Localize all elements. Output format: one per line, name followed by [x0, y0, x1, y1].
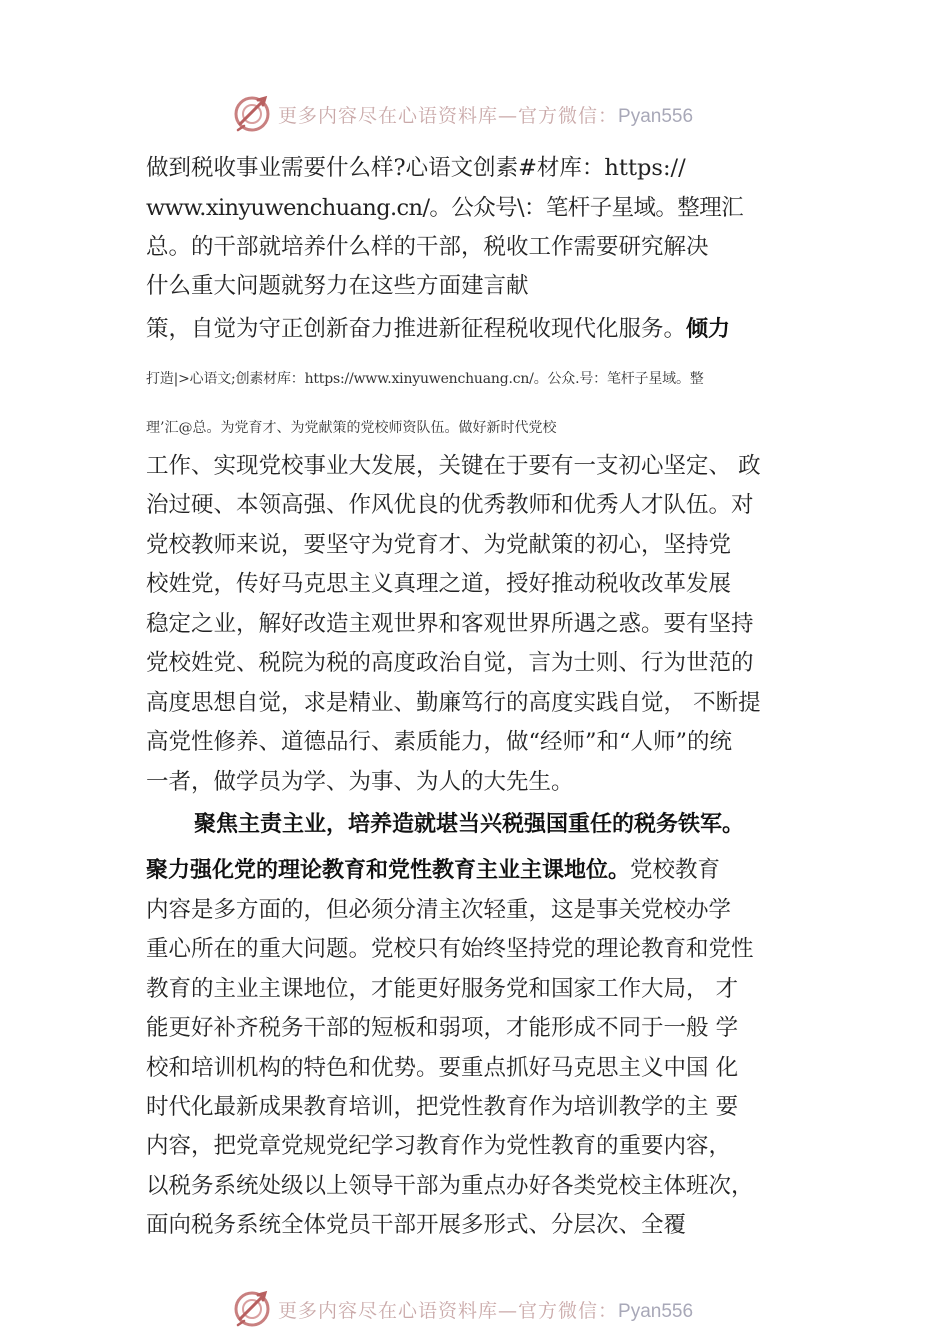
text-line: 校姓党，传好马克思主义真理之道，授好推动税收改革发展	[146, 571, 732, 597]
text-line: 一者，做学员为学、为事、为人的大先生。	[146, 769, 574, 795]
section-heading: 聚焦主责主业，培养造就堪当兴税强国重任的税务铁军。	[194, 812, 745, 837]
banner-text	[278, 101, 693, 128]
text-line: www.xinyuwenchuang.cn/。公众号\：笔杆子星域。整理汇	[146, 195, 744, 221]
text-line: 内容是多方面的，但必须分清主次轻重，这是事关党校办学	[146, 897, 732, 923]
brand-logo-icon	[232, 94, 272, 134]
text-segment: 策，自觉为守正创新奋力推进新征程税收现代化服务。	[146, 316, 687, 342]
text-line	[146, 855, 720, 886]
header-watermark-banner	[232, 94, 752, 134]
banner-main-text: 更多内容尽在心语资料库—官方微信：	[278, 1299, 619, 1322]
wechat-id: Pyan556	[618, 1300, 694, 1322]
text-line: 内容，把党章党规党纪学习教育作为党性教育的重要内容，	[146, 1133, 732, 1159]
text-line	[146, 314, 730, 345]
text-line: 工作、实现党校事业大发展，关键在于要有一支初心坚定、 政	[146, 453, 761, 479]
text-line: 什么重大问题就努力在这些方面建言献	[146, 273, 529, 299]
text-line: 治过硬、本领高强、作风优良的优秀教师和优秀人才队伍。对	[146, 492, 754, 518]
text-line: 能更好补齐税务干部的短板和弱项，才能形成不同于一般 学	[146, 1015, 739, 1041]
small-text-line: 理’汇@总。为党育才、为党献策的党校师资队伍。做好新时代党校	[146, 420, 557, 436]
text-line: 教育的主业主课地位，才能更好服务党和国家工作大局， 才	[146, 976, 739, 1002]
text-line: 总。的干部就培养什么样的干部，税收工作需要研究解决	[146, 234, 709, 260]
text-line: 以税务系统处级以上领导干部为重点办好各类党校主体班次，	[146, 1173, 754, 1199]
text-line: 面向税务系统全体党员干部开展多形式、分层次、全覆	[146, 1212, 687, 1238]
text-segment: 党校教育	[630, 857, 721, 883]
text-line: 做到税收事业需要什么样?心语文创素#材库：https://	[146, 155, 686, 181]
bold-text-segment: 聚力强化党的理论教育和党性教育主业主课地位。	[146, 858, 631, 883]
text-line: 校和培训机构的特色和优势。要重点抓好马克思主义中国 化	[146, 1055, 739, 1081]
wechat-id: Pyan556	[618, 105, 694, 127]
text-line: 时代化最新成果教育培训，把党性教育作为培训教学的主 要	[146, 1094, 739, 1120]
text-line: 党校教师来说，要坚守为党育才、为党献策的初心，坚持党	[146, 532, 732, 558]
text-line: 高度思想自觉，求是精业、勤廉笃行的高度实践自觉， 不断提	[146, 690, 761, 716]
brand-logo-icon	[232, 1289, 272, 1329]
text-line: 稳定之业，解好改造主观世界和客观世界所遇之惑。要有坚持	[146, 611, 754, 637]
bold-text-segment: 倾力	[686, 317, 731, 342]
text-line: 高党性修养、道德品行、素质能力，做“经师”和“人师”的统	[146, 729, 733, 755]
small-text-line: 打造|>心语文;创素材库：https://www.xinyuwenchuang.cn/。公众.号：笔杆子星域。整	[146, 371, 704, 387]
text-line: 党校姓党、税院为税的高度政治自觉，言为士则、行为世范的	[146, 650, 754, 676]
banner-text	[278, 1296, 693, 1323]
banner-main-text: 更多内容尽在心语资料库—官方微信：	[278, 104, 619, 127]
footer-watermark-banner	[232, 1289, 752, 1329]
text-line: 重心所在的重大问题。党校只有始终坚持党的理论教育和党性	[146, 936, 754, 962]
